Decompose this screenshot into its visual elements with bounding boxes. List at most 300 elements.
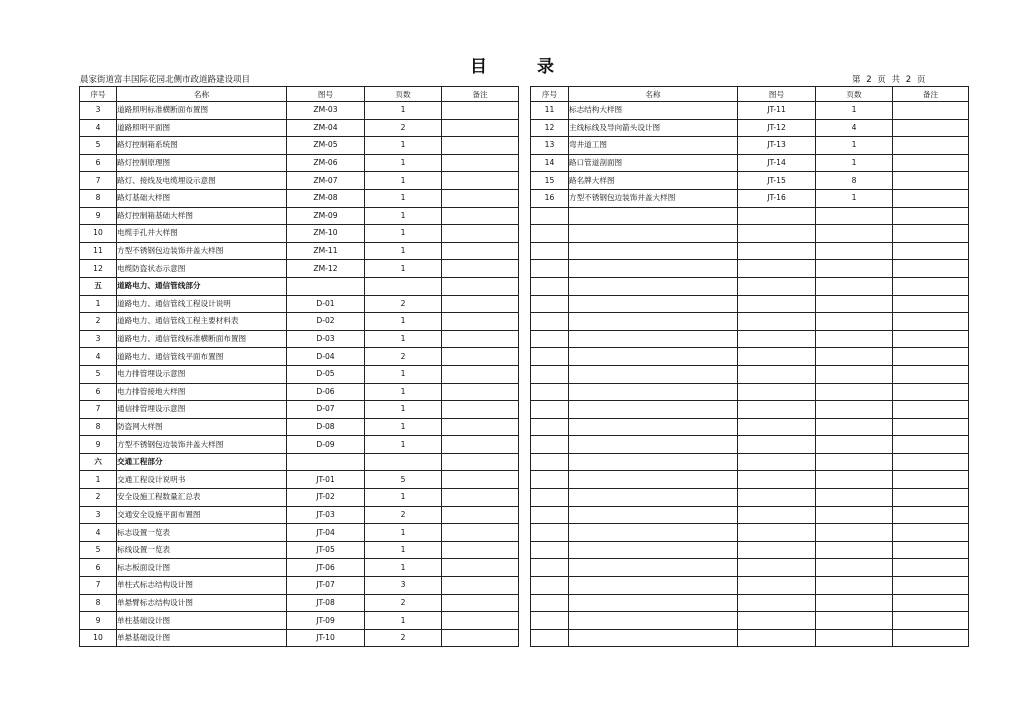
cell-no [531, 524, 569, 542]
section-row [80, 453, 519, 471]
cell-no [531, 594, 569, 612]
header-no: 序号 [531, 87, 569, 102]
cell-pages: 5 [365, 471, 442, 489]
cell-note [442, 577, 519, 595]
table-row [80, 189, 519, 207]
cell-name [569, 348, 738, 366]
cell-no: 5 [80, 541, 117, 559]
cell-note [442, 119, 519, 137]
cell-no: 15 [531, 172, 569, 190]
table-row [531, 365, 969, 383]
cell-name: 电缆防盗状态示意图 [117, 260, 287, 278]
cell-pages: 2 [365, 348, 442, 366]
table-row [80, 207, 519, 225]
cell-name [569, 541, 738, 559]
cell-note [442, 594, 519, 612]
cell-pages [816, 594, 893, 612]
table-row [531, 436, 969, 454]
cell-note [893, 524, 969, 542]
cell-note [442, 541, 519, 559]
cell-note [442, 313, 519, 331]
cell-name: 路灯控制原理图 [117, 154, 287, 172]
cell-code [738, 242, 816, 260]
cell-pages: 1 [365, 330, 442, 348]
table-row [80, 524, 519, 542]
table-row [80, 330, 519, 348]
cell-name [569, 559, 738, 577]
cell-no: 3 [80, 330, 117, 348]
cell-code: JT-03 [287, 506, 365, 524]
cell-no [531, 383, 569, 401]
cell-code [738, 506, 816, 524]
cell-no: 六 [80, 453, 117, 471]
cell-no [531, 418, 569, 436]
cell-no [531, 277, 569, 295]
cell-pages [816, 629, 893, 647]
cell-no [531, 313, 569, 331]
cell-pages: 1 [365, 365, 442, 383]
cell-no: 6 [80, 383, 117, 401]
cell-note [893, 277, 969, 295]
cell-code [738, 277, 816, 295]
cell-pages [816, 524, 893, 542]
cell-code [738, 207, 816, 225]
cell-code: D-03 [287, 330, 365, 348]
cell-code: JT-07 [287, 577, 365, 595]
cell-pages: 1 [365, 489, 442, 507]
cell-name: 防盗网大样图 [117, 418, 287, 436]
cell-note [893, 313, 969, 331]
cell-name: 道路电力、通信管线标准横断面布置图 [117, 330, 287, 348]
cell-name [569, 242, 738, 260]
cell-name: 单柱基础设计图 [117, 612, 287, 630]
cell-code: ZM-06 [287, 154, 365, 172]
cell-note [893, 207, 969, 225]
cell-pages: 1 [365, 418, 442, 436]
cell-name: 通信排管埋设示意图 [117, 401, 287, 419]
table-row [531, 207, 969, 225]
cell-pages [816, 295, 893, 313]
cell-note [442, 189, 519, 207]
cell-code: D-08 [287, 418, 365, 436]
table-row [531, 137, 969, 155]
cell-code [738, 612, 816, 630]
cell-no: 1 [80, 471, 117, 489]
cell-no: 9 [80, 612, 117, 630]
cell-code [287, 453, 365, 471]
header-note: 备注 [442, 87, 519, 102]
cell-note [442, 277, 519, 295]
cell-no [531, 242, 569, 260]
project-name: 晨家街道富丰国际花园北侧市政道路建设项目 [80, 75, 251, 85]
cell-no: 4 [80, 524, 117, 542]
cell-name: 电力排管接地大样图 [117, 383, 287, 401]
cell-pages [816, 313, 893, 331]
cell-no: 14 [531, 154, 569, 172]
cell-name [569, 453, 738, 471]
cell-note [442, 489, 519, 507]
cell-note [893, 612, 969, 630]
table-row [80, 172, 519, 190]
cell-name: 路灯、接线及电缆埋设示意图 [117, 172, 287, 190]
cell-note [893, 541, 969, 559]
cell-code: ZM-10 [287, 225, 365, 243]
table-row [531, 559, 969, 577]
cell-pages [816, 242, 893, 260]
cell-name: 方型不锈钢包边装饰井盖大样图 [117, 436, 287, 454]
cell-note [893, 489, 969, 507]
cell-note [442, 365, 519, 383]
cell-pages [816, 506, 893, 524]
cell-name: 弯井道工图 [569, 137, 738, 155]
cell-pages: 1 [365, 260, 442, 278]
table-row [531, 313, 969, 331]
cell-code [738, 418, 816, 436]
table-row [531, 225, 969, 243]
cell-pages [816, 489, 893, 507]
cell-no [531, 471, 569, 489]
cell-code: JT-04 [287, 524, 365, 542]
cell-note [442, 559, 519, 577]
table-row [80, 119, 519, 137]
header-code: 图号 [738, 87, 816, 102]
cell-code [738, 629, 816, 647]
cell-pages: 1 [365, 137, 442, 155]
table-row [531, 277, 969, 295]
cell-no: 6 [80, 559, 117, 577]
cell-note [442, 401, 519, 419]
cell-note [442, 506, 519, 524]
cell-pages [816, 383, 893, 401]
header-pages: 页数 [365, 87, 442, 102]
cell-pages: 1 [365, 207, 442, 225]
cell-note [442, 436, 519, 454]
cell-code: ZM-08 [287, 189, 365, 207]
cell-code [738, 559, 816, 577]
cell-name [569, 436, 738, 454]
header-code: 图号 [287, 87, 365, 102]
cell-code: JT-14 [738, 154, 816, 172]
cell-name: 路名牌大样图 [569, 172, 738, 190]
table-row [80, 594, 519, 612]
cell-pages: 2 [365, 119, 442, 137]
cell-pages [816, 365, 893, 383]
drawing-index-table-left [79, 86, 519, 647]
cell-code [287, 277, 365, 295]
cell-note [893, 102, 969, 120]
table-row [80, 102, 519, 120]
cell-no [531, 629, 569, 647]
cell-no [531, 295, 569, 313]
cell-code: ZM-05 [287, 137, 365, 155]
cell-name: 标志设置一览表 [117, 524, 287, 542]
table-row [531, 172, 969, 190]
cell-no: 12 [80, 260, 117, 278]
cell-code [738, 313, 816, 331]
cell-pages: 1 [816, 189, 893, 207]
cell-pages: 1 [365, 313, 442, 331]
cell-no: 8 [80, 418, 117, 436]
cell-pages [816, 225, 893, 243]
cell-pages [816, 207, 893, 225]
cell-no: 8 [80, 189, 117, 207]
table-row [531, 189, 969, 207]
cell-name: 标志结构大样图 [569, 102, 738, 120]
cell-code: D-06 [287, 383, 365, 401]
cell-note [442, 524, 519, 542]
cell-no: 6 [80, 154, 117, 172]
cell-pages [816, 577, 893, 595]
cell-no: 10 [80, 629, 117, 647]
cell-note [442, 629, 519, 647]
cell-pages: 1 [816, 137, 893, 155]
table-row [80, 489, 519, 507]
cell-pages: 1 [365, 383, 442, 401]
cell-pages: 1 [365, 541, 442, 559]
cell-note [442, 225, 519, 243]
cell-note [442, 295, 519, 313]
cell-note [442, 418, 519, 436]
cell-pages: 2 [365, 506, 442, 524]
page-info: 第 2 页 共 2 页 [852, 75, 926, 85]
cell-pages: 1 [816, 102, 893, 120]
cell-pages [816, 471, 893, 489]
cell-note [893, 348, 969, 366]
cell-name: 路灯控制箱系统图 [117, 137, 287, 155]
table-row [80, 541, 519, 559]
table-row [531, 524, 969, 542]
cell-pages: 1 [365, 524, 442, 542]
cell-name: 单悬臂标志结构设计图 [117, 594, 287, 612]
cell-no [531, 330, 569, 348]
table-row [80, 506, 519, 524]
cell-no: 5 [80, 137, 117, 155]
cell-name [569, 401, 738, 419]
cell-no [531, 436, 569, 454]
cell-name: 方型不锈钢包边装饰井盖大样图 [117, 242, 287, 260]
table-row [531, 418, 969, 436]
cell-code [738, 348, 816, 366]
table-row [80, 260, 519, 278]
table-row [80, 365, 519, 383]
cell-note [893, 137, 969, 155]
cell-name [569, 207, 738, 225]
cell-pages: 1 [365, 172, 442, 190]
cell-code [738, 524, 816, 542]
table-row [531, 577, 969, 595]
table-row [80, 295, 519, 313]
cell-name [569, 330, 738, 348]
cell-code: ZM-04 [287, 119, 365, 137]
table-row [531, 506, 969, 524]
table-row [80, 348, 519, 366]
table-row [531, 260, 969, 278]
table-row [531, 242, 969, 260]
cell-pages: 1 [365, 559, 442, 577]
table-row [531, 119, 969, 137]
cell-pages: 1 [365, 102, 442, 120]
cell-name: 道路照明标准横断面布置图 [117, 102, 287, 120]
cell-note [442, 172, 519, 190]
cell-code [738, 489, 816, 507]
table-row [80, 559, 519, 577]
cell-name: 道路电力、通信管线工程主要材料表 [117, 313, 287, 331]
cell-name: 路灯基础大样图 [117, 189, 287, 207]
table-row [531, 453, 969, 471]
cell-no [531, 401, 569, 419]
cell-no: 4 [80, 119, 117, 137]
cell-no [531, 453, 569, 471]
cell-pages: 1 [816, 154, 893, 172]
cell-pages [816, 418, 893, 436]
cell-name [569, 225, 738, 243]
table-row [531, 348, 969, 366]
table-row [531, 102, 969, 120]
cell-code: JT-02 [287, 489, 365, 507]
cell-name: 交通工程部分 [117, 453, 287, 471]
header-name: 名称 [117, 87, 287, 102]
cell-pages [816, 541, 893, 559]
cell-name: 道路电力、通信管线工程设计说明 [117, 295, 287, 313]
cell-name: 道路照明平面图 [117, 119, 287, 137]
cell-pages [816, 277, 893, 295]
cell-pages: 2 [365, 295, 442, 313]
cell-code [738, 453, 816, 471]
section-row [80, 277, 519, 295]
cell-code: JT-15 [738, 172, 816, 190]
cell-pages [816, 436, 893, 454]
cell-name: 标线设置一览表 [117, 541, 287, 559]
cell-note [893, 154, 969, 172]
cell-pages [816, 612, 893, 630]
table-row [80, 471, 519, 489]
cell-no [531, 489, 569, 507]
cell-note [442, 207, 519, 225]
cell-pages: 1 [365, 401, 442, 419]
cell-pages: 2 [365, 629, 442, 647]
cell-name [569, 295, 738, 313]
table-header-row [531, 87, 969, 102]
cell-code [738, 330, 816, 348]
header-pages: 页数 [816, 87, 893, 102]
cell-no: 7 [80, 401, 117, 419]
cell-name: 单柱式标志结构设计图 [117, 577, 287, 595]
cell-no: 9 [80, 436, 117, 454]
cell-code: ZM-07 [287, 172, 365, 190]
cell-name [569, 313, 738, 331]
cell-note [893, 172, 969, 190]
cell-name: 电缆手孔井大样图 [117, 225, 287, 243]
cell-no [531, 260, 569, 278]
cell-pages: 1 [365, 225, 442, 243]
cell-name: 交通工程设计说明书 [117, 471, 287, 489]
cell-code: D-02 [287, 313, 365, 331]
page-title: 目 录 [470, 57, 576, 77]
cell-note [893, 189, 969, 207]
cell-name: 路口管道剖面图 [569, 154, 738, 172]
cell-name [569, 577, 738, 595]
cell-note [442, 260, 519, 278]
cell-no [531, 506, 569, 524]
cell-pages [816, 330, 893, 348]
cell-no: 11 [531, 102, 569, 120]
cell-code [738, 436, 816, 454]
cell-code: ZM-09 [287, 207, 365, 225]
cell-note [442, 453, 519, 471]
cell-no: 1 [80, 295, 117, 313]
table-header-row [80, 87, 519, 102]
cell-note [442, 348, 519, 366]
cell-code [738, 594, 816, 612]
cell-name: 电力排管埋设示意图 [117, 365, 287, 383]
cell-name: 方型不锈钢包边装饰井盖大样图 [569, 189, 738, 207]
cell-no [531, 541, 569, 559]
cell-code: JT-16 [738, 189, 816, 207]
cell-name [569, 629, 738, 647]
cell-pages: 4 [816, 119, 893, 137]
cell-code [738, 577, 816, 595]
cell-code: JT-06 [287, 559, 365, 577]
cell-name: 道路电力、通信管线平面布置图 [117, 348, 287, 366]
cell-name [569, 260, 738, 278]
cell-name [569, 506, 738, 524]
cell-code [738, 401, 816, 419]
table-row [80, 629, 519, 647]
cell-code: D-01 [287, 295, 365, 313]
cell-code: JT-11 [738, 102, 816, 120]
cell-pages [816, 559, 893, 577]
cell-note [442, 330, 519, 348]
header-no: 序号 [80, 87, 117, 102]
cell-name [569, 489, 738, 507]
cell-pages: 1 [365, 612, 442, 630]
table-row [531, 330, 969, 348]
cell-code: JT-10 [287, 629, 365, 647]
cell-code: JT-01 [287, 471, 365, 489]
cell-name: 单悬基础设计图 [117, 629, 287, 647]
cell-code [738, 383, 816, 401]
cell-no: 11 [80, 242, 117, 260]
cell-name: 路灯控制箱基础大样图 [117, 207, 287, 225]
cell-code: JT-08 [287, 594, 365, 612]
cell-note [893, 119, 969, 137]
cell-name: 道路电力、通信管线部分 [117, 277, 287, 295]
cell-note [893, 225, 969, 243]
cell-no: 5 [80, 365, 117, 383]
cell-note [893, 559, 969, 577]
cell-pages [816, 453, 893, 471]
cell-pages: 1 [365, 154, 442, 172]
cell-note [893, 365, 969, 383]
cell-note [442, 154, 519, 172]
cell-no: 16 [531, 189, 569, 207]
cell-name [569, 594, 738, 612]
cell-note [442, 383, 519, 401]
cell-no [531, 225, 569, 243]
cell-code [738, 225, 816, 243]
cell-note [893, 629, 969, 647]
cell-pages: 1 [365, 436, 442, 454]
cell-name [569, 612, 738, 630]
table-row [80, 577, 519, 595]
cell-note [893, 594, 969, 612]
cell-pages [816, 401, 893, 419]
cell-note [893, 577, 969, 595]
cell-no: 13 [531, 137, 569, 155]
cell-no: 8 [80, 594, 117, 612]
table-row [531, 154, 969, 172]
cell-no [531, 559, 569, 577]
